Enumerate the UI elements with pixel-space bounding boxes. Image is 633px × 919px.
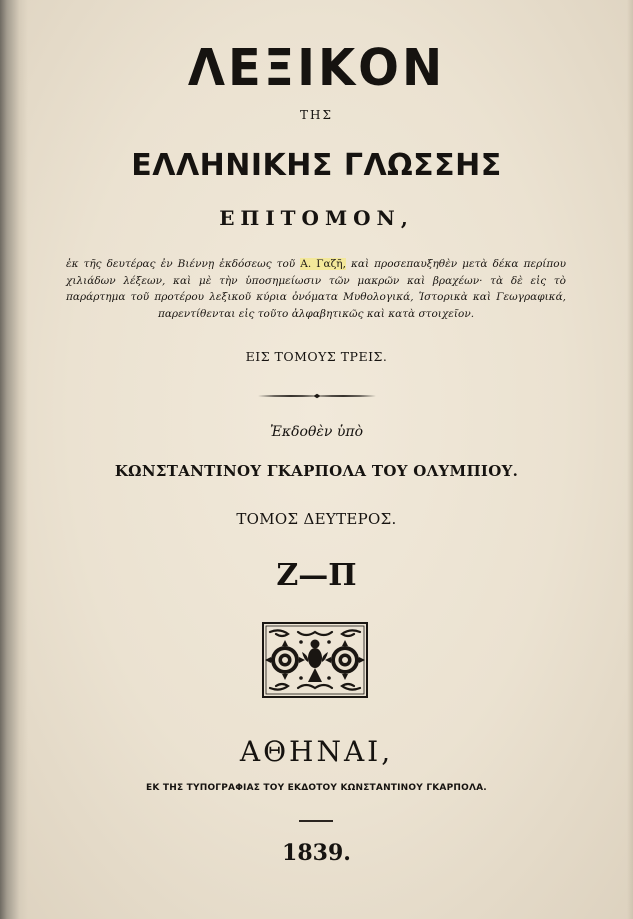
- description-paragraph: [66, 256, 566, 322]
- city-name: ΑΘΗΝΑΙ,: [239, 735, 394, 768]
- ornamental-rule: [256, 393, 378, 399]
- divider-rule: [299, 820, 333, 822]
- published-by: Ἐκδοθὲν ὑπὸ: [269, 424, 364, 440]
- description-rest: περίπου χιλιάδων λέξεων, καὶ μὲ τὴν ὑποσημείωσιν τῶν μακρῶν καὶ βραχέων· τὰ δὲ εἰς τὸ παράρτημα τοῦ προτέρου λεξικοῦ κύρια ὀνόματα Μυθολογικά, Ἱστορικὰ καὶ Γεωγραφικά, παρεντίθενται εἰς τοῦτο ἀλφαβητικῶς καὶ κατὰ στοιχεῖον.: [66, 258, 566, 320]
- book-title: ΛΕΞΙΚΟΝ: [187, 38, 446, 98]
- publisher-name: ΚΩΝΣΤΑΝΤΙΝΟΥ ΓΚΑΡΠΟΛΑ ΤΟΥ ΟΛΥΜΠΙΟΥ.: [114, 462, 519, 480]
- abridged-label: ΕΠΙΤΟΜΟΝ,: [219, 206, 414, 230]
- book-subtitle: ΕΛΛΗΝΙΚΗΣ ΓΛΩΣΣΗΣ: [131, 148, 502, 183]
- printer-line: ΕΚ ΤΗΣ ΤΥΠΟΓΡΑΦΙΑΣ ΤΟΥ ΕΚΔΟΤΟΥ ΚΩΝΣΤΑΝΤΙΝΟΥ ΓΚΑΡΠΟΛΑ.: [146, 783, 487, 793]
- binding-shadow: [0, 0, 28, 919]
- publication-year: 1839.: [282, 840, 351, 866]
- tome-label: ΤΟΜΟΣ ΔΕΥΤΕΡΟΣ.: [236, 510, 397, 528]
- description-line1-end: καὶ προσεπαυξηθὲν μετὰ δέκα: [350, 258, 519, 270]
- description-line1-start: ἐκ τῆς δευτέρας ἐν Βιέννῃ ἐκδόσεως τοῦ: [66, 258, 296, 270]
- title-article: ΤΗΣ: [300, 108, 333, 122]
- letter-range: Ζ—Π: [276, 558, 357, 593]
- highlighted-author: Α. Γαζῆ,: [300, 258, 346, 270]
- volumes-note: ΕΙΣ ΤΟΜΟΥΣ ΤΡΕΙΣ.: [245, 349, 388, 364]
- page-edge: [627, 0, 633, 919]
- ornament-vignette: [262, 622, 368, 698]
